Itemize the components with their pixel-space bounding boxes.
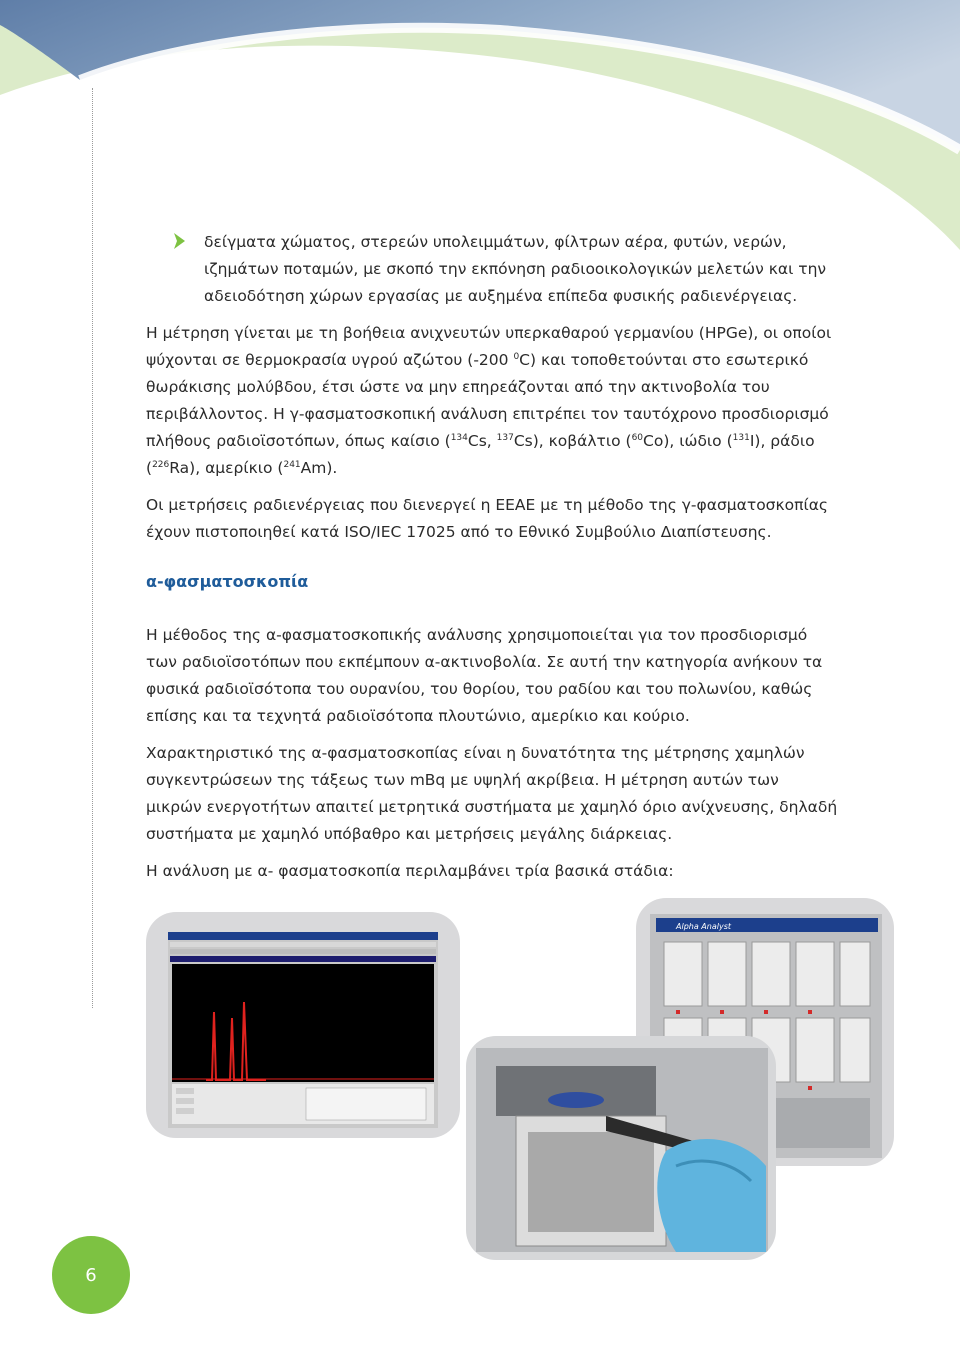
text-line: Η μέτρηση γίνεται με τη βοήθεια ανιχνευτών υπερκαθαρού γερμανίου (HPGe), οι οποίοι — [146, 324, 832, 342]
spectrum-screenshot-photo — [146, 912, 460, 1138]
side-dotted-rule — [92, 88, 93, 1008]
text-line: ($^{226}$Ra), αμερίκιο ($^{241}$Am). — [146, 459, 338, 477]
paragraph-hpge — [146, 320, 866, 482]
text-line: ψύχονται σε θερμοκρασία υγρού αζώτου (-200 $^0$C) και τοποθετούνται στο εσωτερικό — [146, 351, 809, 369]
sample-chamber-photo — [466, 1036, 776, 1260]
chevron-right-icon — [172, 231, 188, 251]
alpha-analyst-label: Alpha Analyst — [676, 922, 731, 931]
text-line: ιζημάτων ποταμών, με σκοπό την εκπόνηση ραδιοοικολογικών μελετών και την — [204, 260, 827, 278]
bullet-text — [176, 229, 876, 310]
page-number: 6 — [52, 1236, 130, 1314]
text-line: αδειοδότηση χώρων εργασίας με αυξημένα επίπεδα φυσικής ραδιενέργειας. — [204, 287, 798, 305]
text-line: θωράκισης μολύβδου, έτσι ώστε να μην επηρεάζονται από την ακτινοβολία του — [146, 378, 770, 396]
paragraph-alpha-features — [146, 740, 866, 848]
text-line: Χαρακτηριστικό της α-φασματοσκοπίας είναι η δυνατότητα της μέτρησης χαμηλών — [146, 744, 805, 762]
spectrum-software-image — [146, 912, 460, 1138]
text-line: συγκεντρώσεων της τάξεως των mBq με υψηλή ακρίβεια. Η μέτρηση αυτών των — [146, 771, 779, 789]
text-line: πλήθους ραδιοϊσοτόπων, όπως καίσιο ($^{134}$Cs, $^{137}$Cs), κοβάλτιο ($^{60}$Co), ιώδιο ($^{131}$I), ράδιο — [146, 432, 815, 450]
paragraph-alpha-method — [146, 622, 866, 730]
text-line: μικρών ενεργοτήτων απαιτεί μετρητικά συστήματα με χαμηλό όριο ανίχνευσης, δηλαδή — [146, 798, 838, 816]
text-line: φυσικά ραδιοϊσότοπα του ουρανίου, του θορίου, του ραδίου και του πολωνίου, καθώς — [146, 680, 813, 698]
header-decoration — [0, 0, 960, 260]
sample-chamber-image — [466, 1036, 776, 1260]
text-line: έχουν πιστοποιηθεί κατά ISO/IEC 17025 από το Εθνικό Συμβούλιο Διαπίστευσης. — [146, 523, 772, 541]
paragraph-accreditation — [146, 492, 866, 546]
text-line: δείγματα χώματος, στερεών υπολειμμάτων, φίλτρων αέρα, φυτών, νερών, — [204, 233, 787, 251]
text-line: Οι μετρήσεις ραδιενέργειας που διενεργεί η ΕΕΑΕ με τη μέθοδο της γ-φασματοσκοπίας — [146, 496, 829, 514]
text-line: συστήματα με χαμηλό υπόβαθρο και μετρήσεις μεγάλης διάρκειας. — [146, 825, 673, 843]
text-line: Η μέθοδος της α-φασματοσκοπικής ανάλυσης χρησιμοποιείται για τον προσδιορισμό — [146, 626, 808, 644]
paragraph-stages: Η ανάλυση με α- φασματοσκοπία περιλαμβάνει τρία βασικά στάδια: — [146, 862, 674, 880]
bullet-item — [176, 229, 876, 310]
text-line: επίσης και τα τεχνητά ραδιοϊσότοπα πλουτώνιο, αμερίκιο και κούριο. — [146, 707, 690, 725]
section-heading: α-φασματοσκοπία — [146, 572, 309, 591]
text-line: περιβάλλοντος. Η γ-φασματοσκοπική ανάλυση επιτρέπει τον ταυτόχρονο προσδιορισμό — [146, 405, 829, 423]
text-line: των ραδιοϊσοτόπων που εκπέμπουν α-ακτινοβολία. Σε αυτή την κατηγορία ανήκουν τα — [146, 653, 823, 671]
